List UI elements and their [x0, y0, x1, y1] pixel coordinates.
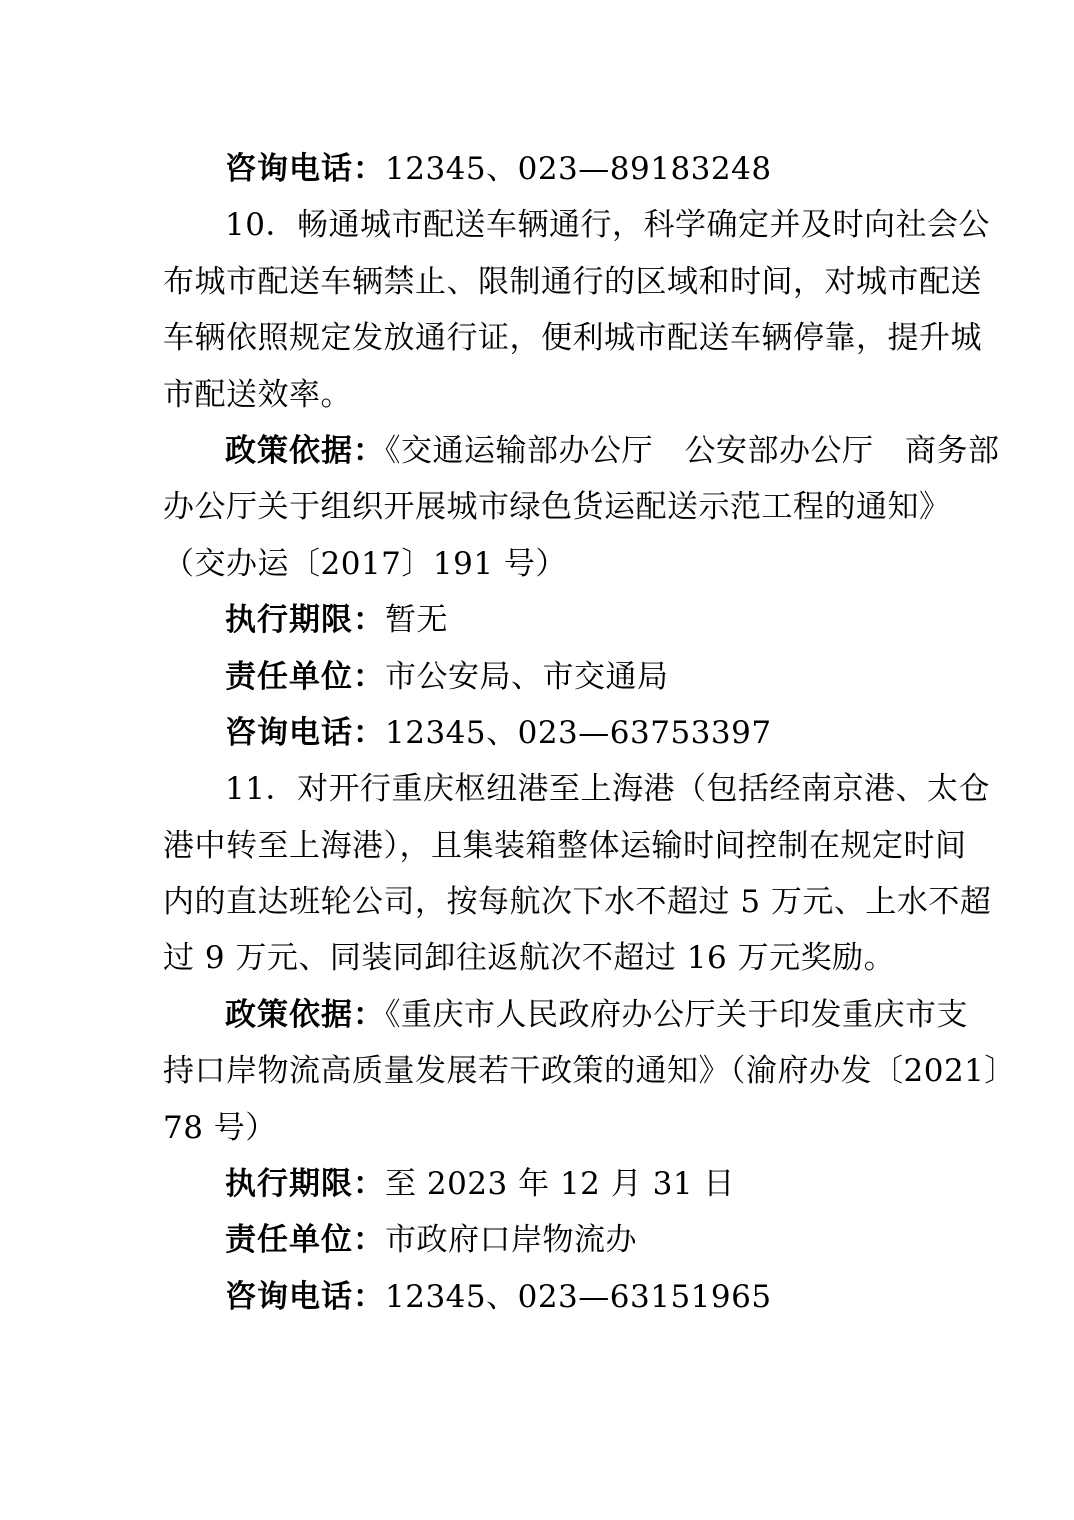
- policy-basis-text: 《交通运输部办公厅 公安部办公厅 商务部: [385, 432, 1000, 469]
- item11-body-line-3: [163, 874, 992, 930]
- exec-period-value: 至 2023 年 12 月 31 日: [385, 1166, 735, 1203]
- consult-phone-label: 咨询电话：: [225, 714, 385, 751]
- item10-policy-basis-line-1: [163, 423, 1000, 479]
- policy-basis-text: 持口岸物流高质量发展若干政策的通知》（渝府办发〔2021〕: [163, 1053, 1016, 1090]
- item11-consult-phone-line: [163, 1269, 909, 1325]
- policy-basis-text: 《重庆市人民政府办公厅关于印发重庆市支: [385, 996, 968, 1033]
- exec-period-label: 执行期限：: [225, 602, 385, 639]
- policy-basis-label: 政策依据：: [225, 432, 385, 469]
- item10-policy-basis-line-3: [163, 536, 909, 592]
- item10-body-line-3: [163, 310, 982, 366]
- item11-text: 内的直达班轮公司，按每航次下水不超过 5 万元、上水不超: [163, 884, 992, 921]
- item11-exec-period-line: [163, 1156, 909, 1212]
- item10-body-line-2: [163, 254, 982, 310]
- exec-period-value: 暂无: [385, 602, 448, 639]
- document-text-block: [163, 141, 1016, 1325]
- item10-body-line-1: [163, 197, 990, 253]
- policy-basis-label: 政策依据：: [225, 996, 385, 1033]
- consult-phone-value: 12345、023—63151965: [385, 1278, 772, 1315]
- item10-text: 车辆依照规定发放通行证，便利城市配送车辆停靠，提升城: [163, 320, 982, 357]
- consult-phone-label: 咨询电话：: [225, 151, 385, 187]
- consult-phone-label: 咨询电话：: [225, 1278, 385, 1315]
- item11-body-line-1: [163, 761, 990, 817]
- responsible-unit-value: 市政府口岸物流办: [385, 1222, 637, 1259]
- exec-period-label: 执行期限：: [225, 1166, 385, 1203]
- item10-responsible-unit-line: [163, 649, 909, 705]
- responsible-unit-label: 责任单位：: [225, 658, 385, 695]
- responsible-unit-label: 责任单位：: [225, 1222, 385, 1259]
- policy-basis-text: 办公厅关于组织开展城市绿色货运配送示范工程的通知》: [163, 489, 951, 526]
- item11-policy-basis-line-1: [163, 987, 968, 1043]
- item11-text: 港中转至上海港），且集装箱整体运输时间控制在规定时间: [163, 827, 967, 864]
- policy-basis-doc-number: （交办运〔2017〕191 号）: [163, 545, 567, 582]
- item11-policy-basis-line-3: [163, 1100, 909, 1156]
- item10-body-line-4: [163, 367, 909, 423]
- item10-text: 10．畅通城市配送车辆通行，科学确定并及时向社会公: [225, 207, 990, 244]
- policy-basis-doc-number: 78 号）: [163, 1109, 277, 1146]
- consult-phone-value: 12345、023—89183248: [385, 151, 772, 187]
- responsible-unit-value: 市公安局、市交通局: [385, 658, 669, 695]
- item11-body-line-2: [163, 818, 967, 874]
- item11-text: 11．对开行重庆枢纽港至上海港（包括经南京港、太仓: [225, 771, 990, 808]
- item10-text: 布城市配送车辆禁止、限制通行的区域和时间，对城市配送: [163, 263, 982, 300]
- item10-exec-period-line: [163, 592, 909, 648]
- consult-phone-value: 12345、023—63753397: [385, 714, 772, 751]
- item10-consult-phone-line: [163, 705, 909, 761]
- item10-policy-basis-line-2: [163, 479, 951, 535]
- item11-text: 过 9 万元、同装同卸往返航次不超过 16 万元奖励。: [163, 940, 896, 977]
- item11-policy-basis-line-2: [163, 1043, 1016, 1099]
- item11-responsible-unit-line: [163, 1212, 909, 1268]
- item9-consult-phone-line: [163, 141, 909, 197]
- item10-text: 市配送效率。: [163, 376, 352, 413]
- item11-body-line-4: [163, 930, 909, 986]
